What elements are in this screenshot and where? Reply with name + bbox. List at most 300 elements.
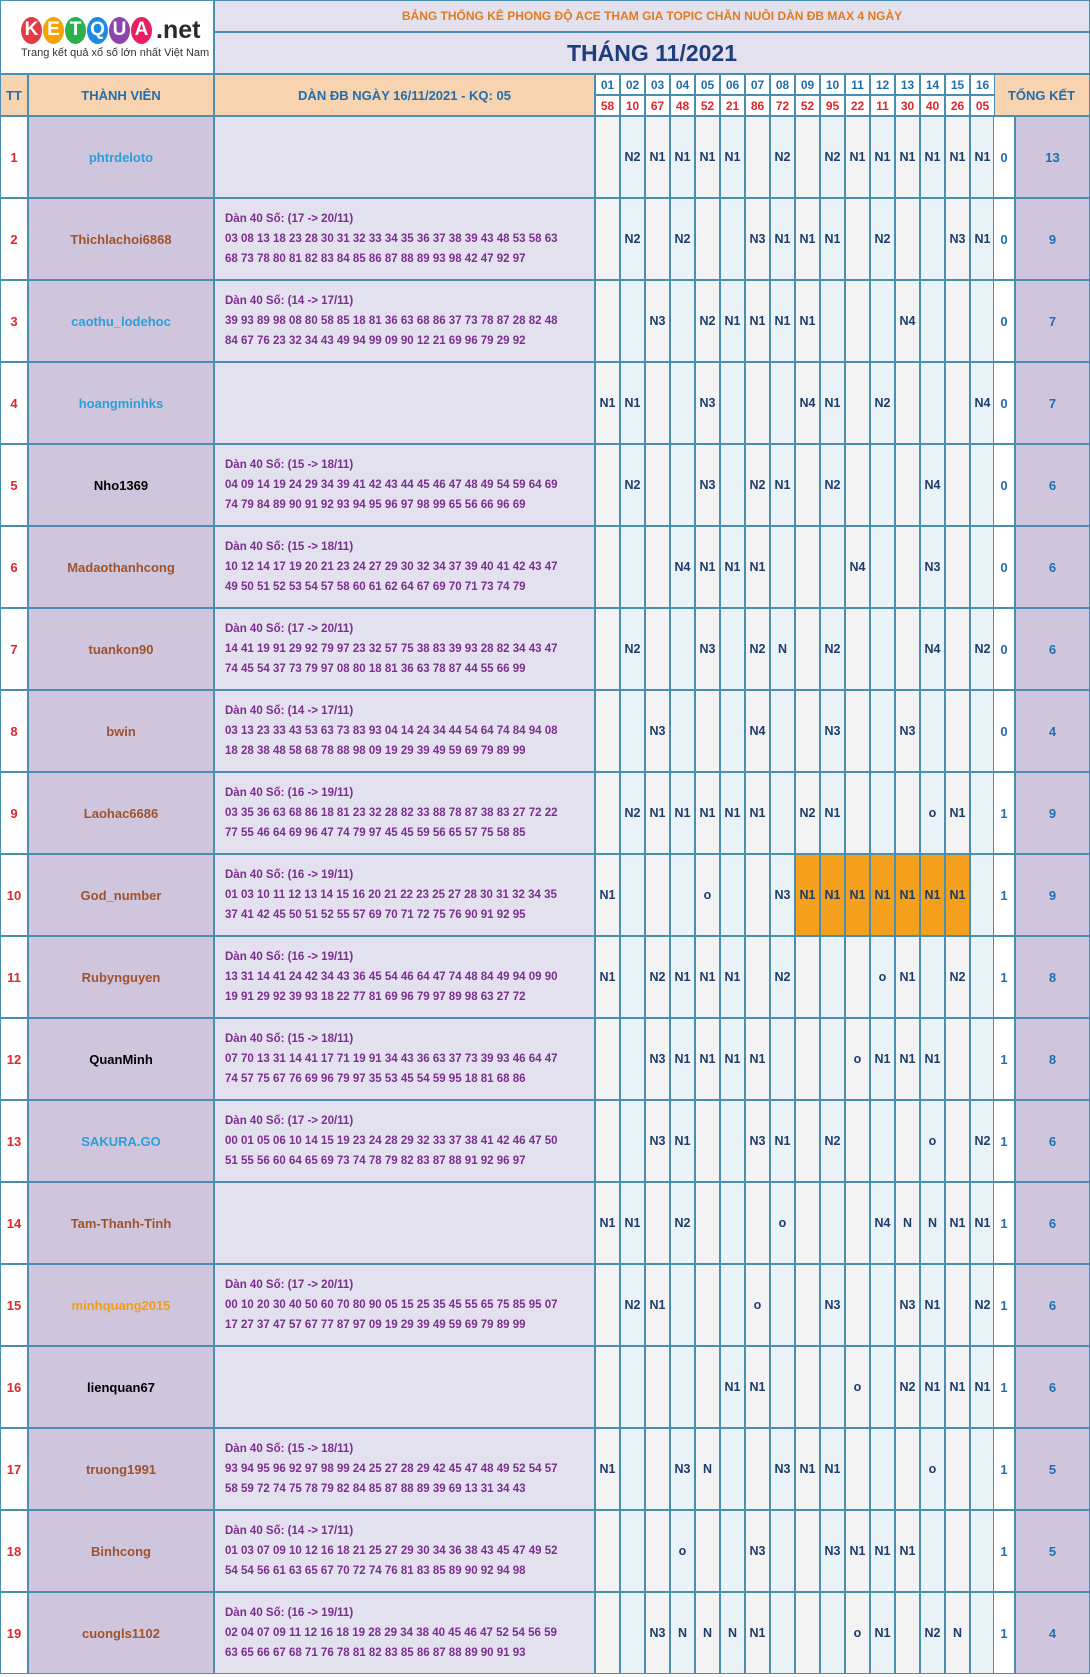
mark-cell: o [845,1592,870,1674]
header-total: TỔNG KẾT [993,74,1090,116]
mark-cell: N1 [595,1182,620,1264]
day-header: 08 [770,74,795,95]
mark-cell: N1 [595,854,620,936]
dan-title: Dàn 40 Số: (17 -> 20/11) [225,1279,354,1291]
total-count: 0 [993,608,1015,690]
mark-cell [920,1510,945,1592]
mark-cell: N1 [695,936,720,1018]
mark-cell: N2 [620,198,645,280]
dan-line1: 07 70 13 31 14 41 17 71 19 91 34 43 36 63 37 73 39 93 46 64 47 [225,1053,558,1065]
day-result: 52 [795,95,820,116]
mark-cell: N2 [870,198,895,280]
dan-title: Dàn 40 Số: (14 -> 17/11) [225,1525,354,1537]
mark-cell: N1 [720,116,745,198]
mark-cell [720,1428,745,1510]
mark-cell [595,772,620,854]
mark-cell: N1 [845,854,870,936]
mark-cell: N1 [745,526,770,608]
mark-cell [645,362,670,444]
mark-cell: N1 [695,772,720,854]
mark-cell: N3 [645,690,670,772]
mark-cell: N1 [920,1346,945,1428]
mark-cell: N1 [595,362,620,444]
dan-title: Dàn 40 Số: (16 -> 19/11) [225,1607,354,1619]
mark-cell [695,690,720,772]
mark-cell [620,1428,645,1510]
mark-cell: N [770,608,795,690]
mark-cell: N1 [645,116,670,198]
mark-cell: N1 [970,198,995,280]
mark-cell: N1 [745,772,770,854]
header-member: THÀNH VIÊN [28,74,214,116]
dan-line2: 74 45 54 37 73 79 97 08 80 18 81 36 63 78 87 44 55 66 99 [225,663,526,675]
total-score: 6 [1015,1182,1090,1264]
mark-cell: N1 [670,936,695,1018]
mark-cell: N1 [945,1346,970,1428]
dan-title: Dàn 40 Số: (15 -> 18/11) [225,1443,354,1455]
mark-cell: N2 [745,444,770,526]
total-score: 4 [1015,690,1090,772]
total-count: 1 [993,1264,1015,1346]
member-name[interactable]: caothu_lodehoc [28,280,214,362]
total-score: 8 [1015,1018,1090,1100]
mark-cell: N1 [920,116,945,198]
mark-cell: N1 [820,198,845,280]
mark-cell: N1 [670,1100,695,1182]
mark-cell: N1 [720,280,745,362]
mark-cell [645,1510,670,1592]
mark-cell: N1 [720,1018,745,1100]
mark-cell: N1 [845,116,870,198]
mark-cell: N1 [795,1428,820,1510]
mark-cell [595,1100,620,1182]
mark-cell: N3 [895,1264,920,1346]
day-header: 01 [595,74,620,95]
mark-cell: o [770,1182,795,1264]
member-name[interactable]: QuanMinh [28,1018,214,1100]
mark-cell: N4 [920,608,945,690]
dan-title: Dàn 40 Số: (16 -> 19/11) [225,951,354,963]
member-name[interactable]: tuankon90 [28,608,214,690]
member-name[interactable]: Laohac6686 [28,772,214,854]
dan-cell [214,280,595,362]
mark-cell [695,1100,720,1182]
mark-cell: N [695,1428,720,1510]
dan-title: Dàn 40 Số: (15 -> 18/11) [225,541,354,553]
dan-line2: 74 57 75 67 76 69 96 79 97 35 53 45 54 59 95 18 81 68 86 [225,1073,526,1085]
mark-cell [820,1018,845,1100]
total-score: 6 [1015,444,1090,526]
mark-cell [620,1592,645,1674]
mark-cell: N1 [945,854,970,936]
mark-cell [745,1428,770,1510]
dan-cell [214,526,595,608]
mark-cell [945,1018,970,1100]
mark-cell: N1 [920,1018,945,1100]
member-name[interactable]: hoangminhks [28,362,214,444]
dan-cell [214,854,595,936]
mark-cell [795,1592,820,1674]
mark-cell: N1 [870,1018,895,1100]
member-name[interactable]: God_number [28,854,214,936]
dan-cell [214,936,595,1018]
mark-cell [820,1346,845,1428]
mark-cell: N1 [795,198,820,280]
mark-cell [870,772,895,854]
mark-cell [845,690,870,772]
mark-cell [920,362,945,444]
mark-cell: N3 [695,444,720,526]
dan-line1: 03 13 23 33 43 53 63 73 83 93 04 14 24 34 44 54 64 74 84 94 08 [225,725,558,737]
day-result: 67 [645,95,670,116]
dan-line1: 93 94 95 96 92 97 98 99 24 25 27 28 29 42 45 47 48 49 52 54 57 [225,1463,558,1475]
dan-cell [214,1510,595,1592]
logo-tagline: Trang kết quả xổ số lớn nhất Việt Nam [21,46,210,59]
row-index: 16 [0,1346,28,1428]
mark-cell [845,936,870,1018]
sheet-banner: BẢNG THỐNG KÊ PHONG ĐỘ ACE THAM GIA TOPIC CHĂN NUÔI DÀN ĐB MAX 4 NGÀY [214,0,1090,32]
member-name[interactable]: Tam-Thanh-Tinh [28,1182,214,1264]
mark-cell: N1 [695,116,720,198]
day-header: 02 [620,74,645,95]
mark-cell: N1 [645,1264,670,1346]
mark-cell: N1 [745,280,770,362]
day-result: 26 [945,95,970,116]
day-header: 16 [970,74,995,95]
mark-cell [795,1182,820,1264]
mark-cell [770,1018,795,1100]
mark-cell [870,444,895,526]
mark-cell: N2 [970,608,995,690]
member-name[interactable]: Madaothanhcong [28,526,214,608]
mark-cell [720,608,745,690]
mark-cell: N1 [670,1018,695,1100]
day-header: 06 [720,74,745,95]
mark-cell: o [920,1100,945,1182]
mark-cell [945,1264,970,1346]
dan-line2: 19 91 29 92 39 93 18 22 77 81 69 96 79 97 89 98 63 27 72 [225,991,526,1003]
dan-line2: 77 55 46 64 69 96 47 74 79 97 45 45 59 56 65 57 75 58 85 [225,827,526,839]
mark-cell [645,198,670,280]
mark-cell: N2 [745,608,770,690]
mark-cell [595,280,620,362]
mark-cell: N4 [745,690,770,772]
mark-cell [770,1510,795,1592]
mark-cell [945,690,970,772]
mark-cell: N2 [620,772,645,854]
mark-cell: N3 [820,1510,845,1592]
mark-cell: N1 [770,198,795,280]
mark-cell: N3 [645,280,670,362]
dan-line2: 84 67 76 23 32 34 43 49 94 99 09 90 12 21 69 96 79 29 92 [225,335,526,347]
mark-cell [770,1346,795,1428]
mark-cell [820,526,845,608]
mark-cell: N2 [770,116,795,198]
day-result: 22 [845,95,870,116]
day-result: 21 [720,95,745,116]
mark-cell [670,690,695,772]
dan-line2: 54 54 56 61 63 65 67 70 72 74 76 81 83 85 89 90 92 94 98 [225,1565,526,1577]
mark-cell [770,526,795,608]
mark-cell [645,1428,670,1510]
mark-cell [620,280,645,362]
mark-cell [595,1592,620,1674]
dan-title: Dàn 40 Số: (16 -> 19/11) [225,869,354,881]
mark-cell: N1 [695,526,720,608]
member-name[interactable]: lienquan67 [28,1346,214,1428]
total-score: 7 [1015,280,1090,362]
mark-cell [845,772,870,854]
row-index: 18 [0,1510,28,1592]
mark-cell [870,1346,895,1428]
mark-cell [695,1510,720,1592]
mark-cell [595,1346,620,1428]
mark-cell: N3 [945,198,970,280]
dan-line2: 74 79 84 89 90 91 92 93 94 95 96 97 98 99 65 56 66 96 69 [225,499,526,511]
mark-cell: N3 [645,1100,670,1182]
day-result: 95 [820,95,845,116]
mark-cell [870,1428,895,1510]
mark-cell: N [920,1182,945,1264]
mark-cell: N2 [895,1346,920,1428]
mark-cell [845,1182,870,1264]
mark-cell [620,526,645,608]
dan-title: Dàn 40 Số: (15 -> 18/11) [225,1033,354,1045]
mark-cell [845,280,870,362]
total-score: 5 [1015,1428,1090,1510]
mark-cell [845,198,870,280]
mark-cell [970,854,995,936]
total-score: 6 [1015,1264,1090,1346]
member-name[interactable]: Thichlachoi6868 [28,198,214,280]
dan-line2: 17 27 37 47 57 67 77 87 97 09 19 29 39 49 59 69 79 89 99 [225,1319,526,1331]
logo-suffix: .net [156,15,201,44]
mark-cell [645,1346,670,1428]
mark-cell: N3 [745,198,770,280]
mark-cell: N4 [795,362,820,444]
day-header: 05 [695,74,720,95]
mark-cell: N4 [845,526,870,608]
dan-line1: 13 31 14 41 24 42 34 43 36 45 54 46 64 47 74 48 84 49 94 09 90 [225,971,558,983]
mark-cell: N4 [970,362,995,444]
mark-cell [795,1264,820,1346]
mark-cell: N1 [820,854,845,936]
mark-cell [670,362,695,444]
mark-cell: N2 [870,362,895,444]
dan-title: Dàn 40 Số: (16 -> 19/11) [225,787,354,799]
row-index: 9 [0,772,28,854]
day-header: 09 [795,74,820,95]
dan-title: Dàn 40 Số: (17 -> 20/11) [225,623,354,635]
total-score: 6 [1015,1346,1090,1428]
mark-cell: N1 [670,116,695,198]
mark-cell [970,444,995,526]
member-name[interactable]: phtrdeloto [28,116,214,198]
mark-cell [595,1510,620,1592]
mark-cell [970,936,995,1018]
day-header: 12 [870,74,895,95]
day-result: 52 [695,95,720,116]
mark-cell: N [945,1592,970,1674]
mark-cell [595,690,620,772]
mark-cell: N1 [970,116,995,198]
mark-cell [695,1346,720,1428]
mark-cell [770,772,795,854]
mark-cell: N2 [670,1182,695,1264]
row-index: 4 [0,362,28,444]
dan-line1: 00 01 05 06 10 14 15 19 23 24 28 29 32 33 37 38 41 42 46 47 50 [225,1135,558,1147]
row-index: 3 [0,280,28,362]
mark-cell [595,198,620,280]
dan-line1: 14 41 19 91 29 92 79 97 23 32 57 75 38 83 39 93 28 82 34 43 47 [225,643,558,655]
mark-cell: N4 [870,1182,895,1264]
total-score: 6 [1015,1100,1090,1182]
member-name[interactable]: cuongls1102 [28,1592,214,1674]
day-result: 58 [595,95,620,116]
ketqua-logo[interactable] [0,0,214,74]
dan-line2: 58 59 72 74 75 78 79 82 84 85 87 88 89 39 69 13 31 34 43 [225,1483,526,1495]
mark-cell [970,526,995,608]
mark-cell: N2 [920,1592,945,1674]
mark-cell [845,362,870,444]
dan-line2: 63 65 66 67 68 71 76 78 81 82 83 85 86 87 88 89 90 91 93 [225,1647,526,1659]
mark-cell: N1 [895,854,920,936]
row-index: 6 [0,526,28,608]
mark-cell: N1 [795,854,820,936]
mark-cell: o [845,1018,870,1100]
mark-cell: N3 [645,1592,670,1674]
mark-cell [795,526,820,608]
mark-cell: N1 [820,362,845,444]
mark-cell: N1 [870,854,895,936]
member-name[interactable]: truong1991 [28,1428,214,1510]
mark-cell [770,1264,795,1346]
mark-cell [745,854,770,936]
mark-cell: N2 [670,198,695,280]
row-index: 12 [0,1018,28,1100]
total-score: 9 [1015,854,1090,936]
mark-cell [945,444,970,526]
logo-letter: U [109,17,130,44]
dan-cell [214,1346,595,1428]
total-count: 0 [993,362,1015,444]
member-name[interactable]: Binhcong [28,1510,214,1592]
mark-cell [920,198,945,280]
mark-cell [795,1100,820,1182]
day-result: 40 [920,95,945,116]
mark-cell [945,1510,970,1592]
dan-line1: 10 12 14 17 19 20 21 23 24 27 29 30 32 34 37 39 40 41 42 43 47 [225,561,558,573]
member-name[interactable]: bwin [28,690,214,772]
total-count: 1 [993,854,1015,936]
dan-line1: 04 09 14 19 24 29 34 39 41 42 43 44 45 46 47 48 49 54 59 64 69 [225,479,558,491]
mark-cell: o [670,1510,695,1592]
mark-cell: N [695,1592,720,1674]
mark-cell [920,280,945,362]
total-count: 1 [993,1346,1015,1428]
mark-cell: N2 [645,936,670,1018]
member-name[interactable]: SAKURA.GO [28,1100,214,1182]
mark-cell [645,608,670,690]
total-count: 1 [993,1428,1015,1510]
mark-cell [670,444,695,526]
mark-cell: N2 [620,1264,645,1346]
mark-cell [595,526,620,608]
row-index: 2 [0,198,28,280]
mark-cell: N [670,1592,695,1674]
mark-cell: N3 [920,526,945,608]
mark-cell [720,444,745,526]
total-count: 0 [993,116,1015,198]
mark-cell: N1 [745,1018,770,1100]
mark-cell [720,1510,745,1592]
dan-title: Dàn 40 Số: (15 -> 18/11) [225,459,354,471]
dan-cell [214,690,595,772]
mark-cell [720,1182,745,1264]
mark-cell: N4 [670,526,695,608]
row-index: 7 [0,608,28,690]
mark-cell: N1 [895,936,920,1018]
mark-cell [695,1182,720,1264]
member-name[interactable]: minhquang2015 [28,1264,214,1346]
mark-cell: N3 [695,362,720,444]
mark-cell [795,936,820,1018]
mark-cell: N3 [895,690,920,772]
logo-letter: T [65,17,86,44]
total-score: 4 [1015,1592,1090,1674]
total-count: 0 [993,444,1015,526]
mark-cell: N1 [595,936,620,1018]
mark-cell [645,854,670,936]
dan-cell [214,608,595,690]
mark-cell [620,690,645,772]
mark-cell: N1 [770,1100,795,1182]
dan-line1: 00 10 20 30 40 50 60 70 80 90 05 15 25 35 45 55 65 75 85 95 07 [225,1299,558,1311]
mark-cell: N4 [895,280,920,362]
mark-cell: N [720,1592,745,1674]
mark-cell: N1 [670,772,695,854]
row-index: 5 [0,444,28,526]
mark-cell [645,526,670,608]
row-index: 8 [0,690,28,772]
mark-cell [620,1510,645,1592]
mark-cell [595,444,620,526]
mark-cell: N1 [820,772,845,854]
mark-cell [895,608,920,690]
mark-cell: N1 [645,772,670,854]
member-name[interactable]: Rubynguyen [28,936,214,1018]
day-result: 10 [620,95,645,116]
mark-cell [945,1100,970,1182]
mark-cell: N2 [970,1264,995,1346]
total-score: 5 [1015,1510,1090,1592]
mark-cell [795,116,820,198]
mark-cell [670,854,695,936]
mark-cell: N4 [920,444,945,526]
day-result: 86 [745,95,770,116]
mark-cell [795,1018,820,1100]
day-header: 13 [895,74,920,95]
mark-cell: N1 [870,116,895,198]
dan-line2: 51 55 56 60 64 65 69 73 74 78 79 82 83 87 88 91 92 96 97 [225,1155,526,1167]
member-name[interactable]: Nho1369 [28,444,214,526]
mark-cell [770,690,795,772]
mark-cell: N1 [895,116,920,198]
total-count: 1 [993,772,1015,854]
total-score: 13 [1015,116,1090,198]
mark-cell [945,608,970,690]
day-result: 05 [970,95,995,116]
